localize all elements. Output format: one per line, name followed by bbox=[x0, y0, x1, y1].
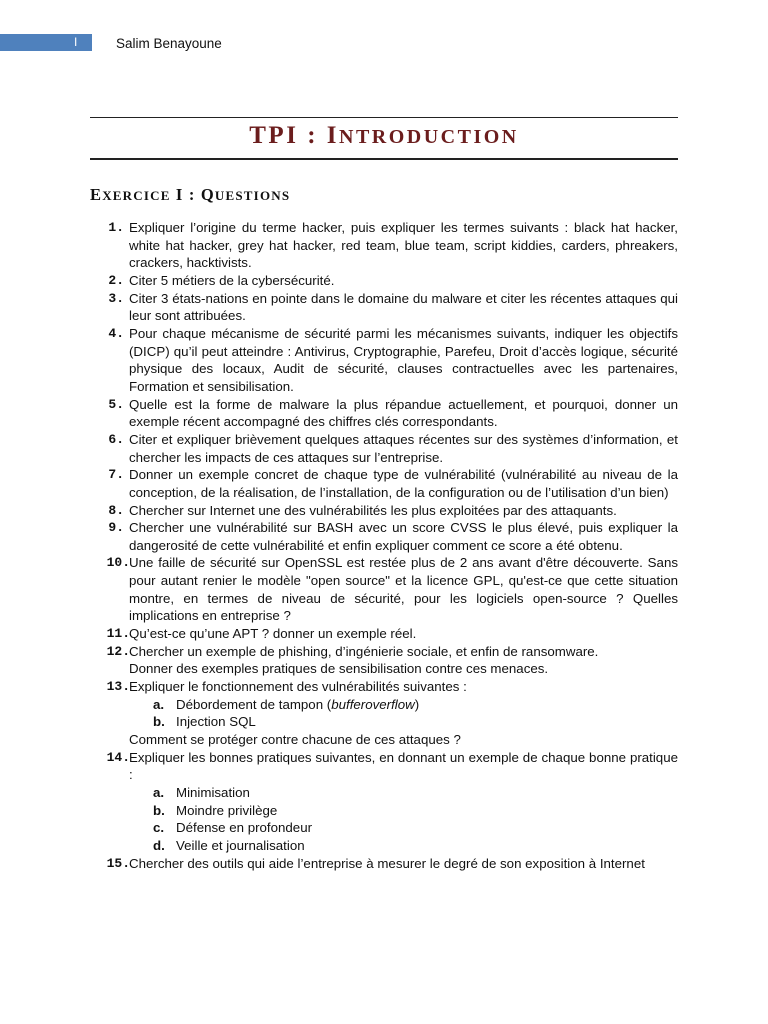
question-text: Chercher un exemple de phishing, d’ingénierie sociale, et enfin de ransomware. bbox=[129, 643, 599, 659]
title-rest: NTRODUCTION bbox=[339, 126, 519, 148]
question-number: 1. bbox=[108, 220, 124, 235]
sub-item-letter: a. bbox=[153, 785, 165, 800]
sub-item bbox=[129, 784, 678, 802]
sub-item-letter: a. bbox=[153, 696, 165, 712]
question-number: 8. bbox=[108, 502, 124, 518]
question-text: Expliquer l’origine du terme hacker, puis expliquer les termes suivants : black hat hacker, white hat hacker, grey hat hacker, red team, blue team, script kiddies, carders, phreakers, crackers, hacktivists. bbox=[129, 220, 678, 271]
sub-item-text: Débordement de tampon ( bbox=[176, 696, 332, 712]
question-text: Chercher une vulnérabilité sur BASH avec un score CVSS le plus élevé, puis expliquer la dangerosité de cette vulnérabilité et enfin expliquer comment ce score a été obtenu. bbox=[129, 520, 678, 553]
question-text: Citer et expliquer brièvement quelques attaques récentes sur des systèmes d’information, et chercher les impacts de ces attaques sur l’entreprise. bbox=[129, 431, 678, 465]
question-item bbox=[90, 219, 678, 272]
question-text: Une faille de sécurité sur OpenSSL est restée plus de 2 ans avant d'être découverte. Sans pour autant renier le modèle "open source" et la licence GPL, qu'est-ce que cette situation montre, en termes de niveau de sécurité, pour les logiciels open-source ? Quelles implications en entreprise ? bbox=[129, 555, 678, 624]
sub-item-text: Injection SQL bbox=[176, 714, 256, 730]
sub-item-emphasis: bufferoverflow bbox=[331, 696, 415, 712]
sub-item bbox=[129, 713, 678, 731]
sub-item-text: Minimisation bbox=[176, 785, 250, 800]
author-name: Salim Benayoune bbox=[116, 36, 222, 51]
header-accent-bar bbox=[0, 34, 92, 51]
question-text: Expliquer les bonnes pratiques suivantes, en donnant un exemple de chaque bonne pratique : bbox=[129, 749, 678, 783]
sub-item-list bbox=[129, 696, 678, 731]
question-number: 12. bbox=[106, 643, 130, 659]
question-number: 4. bbox=[108, 325, 124, 341]
title-colon: : bbox=[298, 122, 327, 149]
question-item bbox=[90, 272, 678, 290]
exercise-initial-e: E bbox=[90, 185, 103, 204]
sub-item bbox=[129, 819, 678, 837]
sub-item-text: Défense en profondeur bbox=[176, 820, 313, 836]
question-text: Expliquer le fonctionnement des vulnérabilités suivantes : bbox=[129, 679, 467, 695]
question-number: 11. bbox=[106, 626, 130, 642]
sub-item-letter: d. bbox=[153, 837, 165, 853]
question-text: Qu’est-ce qu’une APT ? donner un exemple réel. bbox=[129, 626, 417, 642]
question-followup: Comment se protéger contre chacune de ces attaques ? bbox=[129, 732, 461, 748]
question-followup: Donner des exemples pratiques de sensibilisation contre ces menaces. bbox=[129, 661, 549, 677]
sub-item-text: Moindre privilège bbox=[176, 802, 278, 818]
question-item bbox=[90, 466, 678, 501]
question-number: 5. bbox=[108, 396, 124, 412]
sub-item-letter: b. bbox=[153, 802, 165, 818]
exercise-heading bbox=[90, 185, 290, 206]
question-item bbox=[90, 643, 678, 678]
question-text: Citer 3 états-nations en pointe dans le domaine du malware et citer les récentes attaques qui leur sont attribuées. bbox=[129, 290, 678, 324]
question-number: 13. bbox=[106, 679, 130, 695]
question-text: Pour chaque mécanisme de sécurité parmi les mécanismes suivants, indiquer les objectifs (DICP) qu’il peut atteindre : Antivirus, Cryptographie, Parefeu, Droit d’accès logique, sécurité physique des locaux, Audit de sécurité, clauses contractuelles avec les partenaires, Formation et sensibilisation. bbox=[129, 325, 678, 394]
question-item bbox=[90, 502, 678, 520]
question-item bbox=[90, 396, 678, 431]
question-text: Chercher des outils qui aide l’entreprise à mesurer le degré de son exposition à Internet bbox=[129, 855, 645, 871]
title-prefix: TPI bbox=[249, 122, 299, 149]
question-item bbox=[90, 519, 678, 554]
question-item bbox=[90, 855, 678, 873]
sub-item bbox=[129, 837, 678, 855]
question-item bbox=[90, 290, 678, 325]
question-number: 15. bbox=[106, 855, 130, 871]
page-number: I bbox=[74, 35, 78, 49]
exercise-number: I : bbox=[170, 185, 201, 204]
sub-item-text: Veille et journalisation bbox=[176, 837, 305, 853]
exercise-rest-e: XERCICE bbox=[102, 188, 171, 203]
sub-item-letter: c. bbox=[153, 820, 165, 836]
exercise-initial-q: Q bbox=[200, 185, 215, 204]
question-number: 9. bbox=[108, 520, 124, 536]
title-bottom-rule bbox=[90, 158, 678, 160]
question-number: 14. bbox=[106, 749, 130, 765]
question-text: Chercher sur Internet une des vulnérabilités les plus exploitées par des attaquants. bbox=[129, 502, 617, 518]
question-number: 6. bbox=[108, 431, 124, 447]
sub-item bbox=[129, 802, 678, 820]
question-number: 7. bbox=[108, 467, 124, 483]
sub-item-tail: ) bbox=[414, 696, 420, 712]
question-number: 10. bbox=[106, 555, 130, 571]
question-item bbox=[90, 325, 678, 396]
title-top-rule bbox=[90, 117, 678, 118]
title-initial: I bbox=[326, 122, 339, 149]
question-item bbox=[90, 554, 678, 625]
question-number: 3. bbox=[108, 290, 124, 306]
question-text: Quelle est la forme de malware la plus répandue actuellement, et pourquoi, donner un exemple récent accompagné des chiffres clés correspondants. bbox=[129, 396, 678, 430]
question-item bbox=[90, 749, 678, 855]
question-text: Donner un exemple concret de chaque type de vulnérabilité (vulnérabilité au niveau de la conception, de la réalisation, de l’installation, de la configuration ou de l’utilisation d’un bien) bbox=[129, 467, 678, 500]
question-item bbox=[90, 625, 678, 643]
question-text: Citer 5 métiers de la cybersécurité. bbox=[129, 272, 335, 288]
question-item bbox=[90, 431, 678, 466]
sub-item-list bbox=[129, 784, 678, 855]
sub-item-letter: b. bbox=[153, 714, 165, 730]
page-title bbox=[90, 120, 678, 153]
exercise-rest-q: UESTIONS bbox=[214, 188, 291, 203]
question-number: 2. bbox=[108, 272, 124, 288]
question-list bbox=[90, 219, 678, 872]
question-item bbox=[90, 678, 678, 749]
sub-item bbox=[129, 696, 678, 714]
